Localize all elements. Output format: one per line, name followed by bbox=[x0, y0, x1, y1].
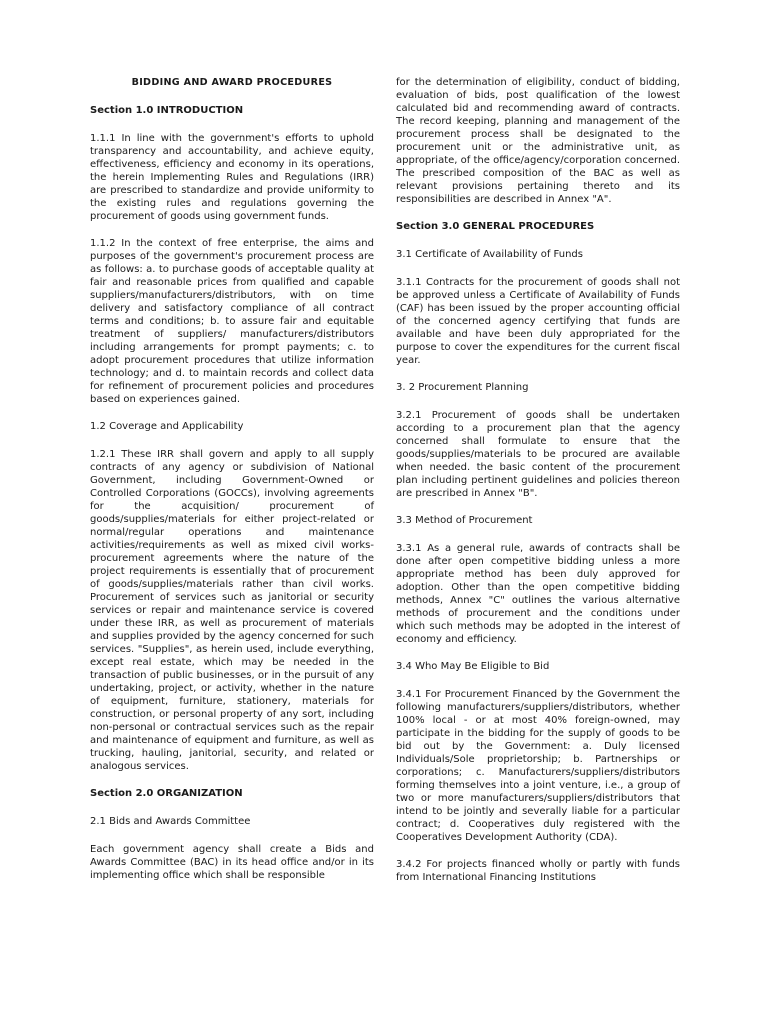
paragraph-1-2-1: 1.2.1 These IRR shall govern and apply to all supply contracts of any agency or subdivision of National Government, including Government-Owned or Controlled Corporations (GOCCs), involving agreements for the acquisition/ procurement of goods/supplies/materials for either project-related or normal/regular operations and maintenance activities/requirements as well as mixed civil works-procurement agreements where the nature of the project requirements is essentially that of procurement of goods/supplies/materials rather than civil works. Procurement of services such as janitorial or security services or repair and maintenance service is covered under these IRR, as well as procurement of materials and supplies provided by the agency concerned for such services. "Supplies", as herein used, include everything, except real estate, which may be needed in the transaction of public businesses, or in the pursuit of any undertaking, project, or activity, whether in the nature of equipment, furniture, stationery, materials for construction, or personal property of any sort, including non-personal or contractual services such as the repair and maintenance of equipment and furniture, as well as trucking, hauling, janitorial, security, and related or analogous services. bbox=[90, 449, 374, 772]
paragraph-3-2-1: 3.2.1 Procurement of goods shall be undertaken according to a procurement plan that the agency concerned shall formulate to ensure that the goods/supplies/materials to be procured are available when needed. the basic content of the procurement plan including pertinent guidelines and policies thereon are prescribed in Annex "B". bbox=[396, 410, 680, 499]
document-title: BIDDING AND AWARD PROCEDURES bbox=[131, 77, 333, 88]
right-column bbox=[396, 76, 680, 898]
paragraph-3-1-1: 3.1.1 Contracts for the procurement of goods shall not be approved unless a Certificate of Availability of Funds (CAF) has been issued by the proper accounting official of the concerned agency certifying that funds are available and have been duly appropriated for the purpose to cover the expenditures for the current fiscal year. bbox=[396, 277, 680, 366]
subsection-2-1-heading: 2.1 Bids and Awards Committee bbox=[90, 816, 251, 827]
subsection-1-2-heading: 1.2 Coverage and Applicability bbox=[90, 421, 244, 432]
paragraph-2-1: Each government agency shall create a Bids and Awards Committee (BAC) in its head office and/or in its implementing office which shall be responsible bbox=[90, 844, 374, 881]
left-column bbox=[90, 76, 374, 896]
paragraph-3-4-2: 3.4.2 For projects financed wholly or partly with funds from International Financing Institutions bbox=[396, 859, 680, 883]
paragraph-3-4-1: 3.4.1 For Procurement Financed by the Government the following manufacturers/suppliers/distributors, whether 100% local - or at most 40% foreign-owned, may participate in the bidding for the supply of goods to be bid out by the Government: a. Duly licensed Individuals/Sole proprietorship; b. Partnerships or corporations; c. Manufacturers/suppliers/distributors forming themselves into a joint venture, i.e., a group of two or more manufacturers/suppliers/distributors that intend to be jointly and severally liable for a particular contract; d. Cooperatives duly registered with the Cooperatives Development Authority (CDA). bbox=[396, 689, 680, 843]
paragraph-2-1-continued: for the determination of eligibility, conduct of bidding, evaluation of bids, post qualification of the lowest calculated bid and recommending award of contracts. The record keeping, planning and management of the procurement process shall be designated to the procurement unit or the administrative unit, as appropriate, of the office/agency/corporation concerned. The prescribed composition of the BAC as well as relevant provisions pertaining thereto and its responsibilities are described in Annex "A". bbox=[396, 77, 680, 205]
subsection-3-3-heading: 3.3 Method of Procurement bbox=[396, 515, 533, 526]
subsection-3-2-heading: 3. 2 Procurement Planning bbox=[396, 382, 529, 393]
paragraph-1-1-2: 1.1.2 In the context of free enterprise, the aims and purposes of the government's procurement process are as follows: a. to purchase goods of acceptable quality at fair and reasonable prices from qualified and capable suppliers/manufacturers/distributors, with on time delivery and satisfactory compliance of all contract terms and conditions; b. to assure fair and equitable treatment of suppliers/ manufacturers/distributors including arrangements for prompt payments; c. to adopt procurement procedures that utilize information technology; and d. to maintain records and collect data for refinement of procurement policies and procedures based on experiences gained. bbox=[90, 238, 374, 405]
paragraph-1-1-1: 1.1.1 In line with the government's efforts to uphold transparency and accountability, and achieve equity, effectiveness, efficiency and economy in its operations, the herein Implementing Rules and Regulations (IRR) are prescribed to standardize and provide uniformity to the existing rules and regulations governing the procurement of goods using government funds. bbox=[90, 133, 374, 222]
subsection-3-4-heading: 3.4 Who May Be Eligible to Bid bbox=[396, 661, 550, 672]
paragraph-3-3-1: 3.3.1 As a general rule, awards of contracts shall be done after open competitive bidding unless a more appropriate method has been duly approved for adoption. Other than the open competitive bidding methods, Annex "C" outlines the various alternative methods of procurement and the conditions under which such methods may be adopted in the interest of economy and efficiency. bbox=[396, 543, 680, 645]
section-1-heading: Section 1.0 INTRODUCTION bbox=[90, 105, 244, 116]
subsection-3-1-heading: 3.1 Certificate of Availability of Funds bbox=[396, 249, 583, 260]
section-3-heading: Section 3.0 GENERAL PROCEDURES bbox=[396, 221, 595, 232]
section-2-heading: Section 2.0 ORGANIZATION bbox=[90, 788, 243, 799]
